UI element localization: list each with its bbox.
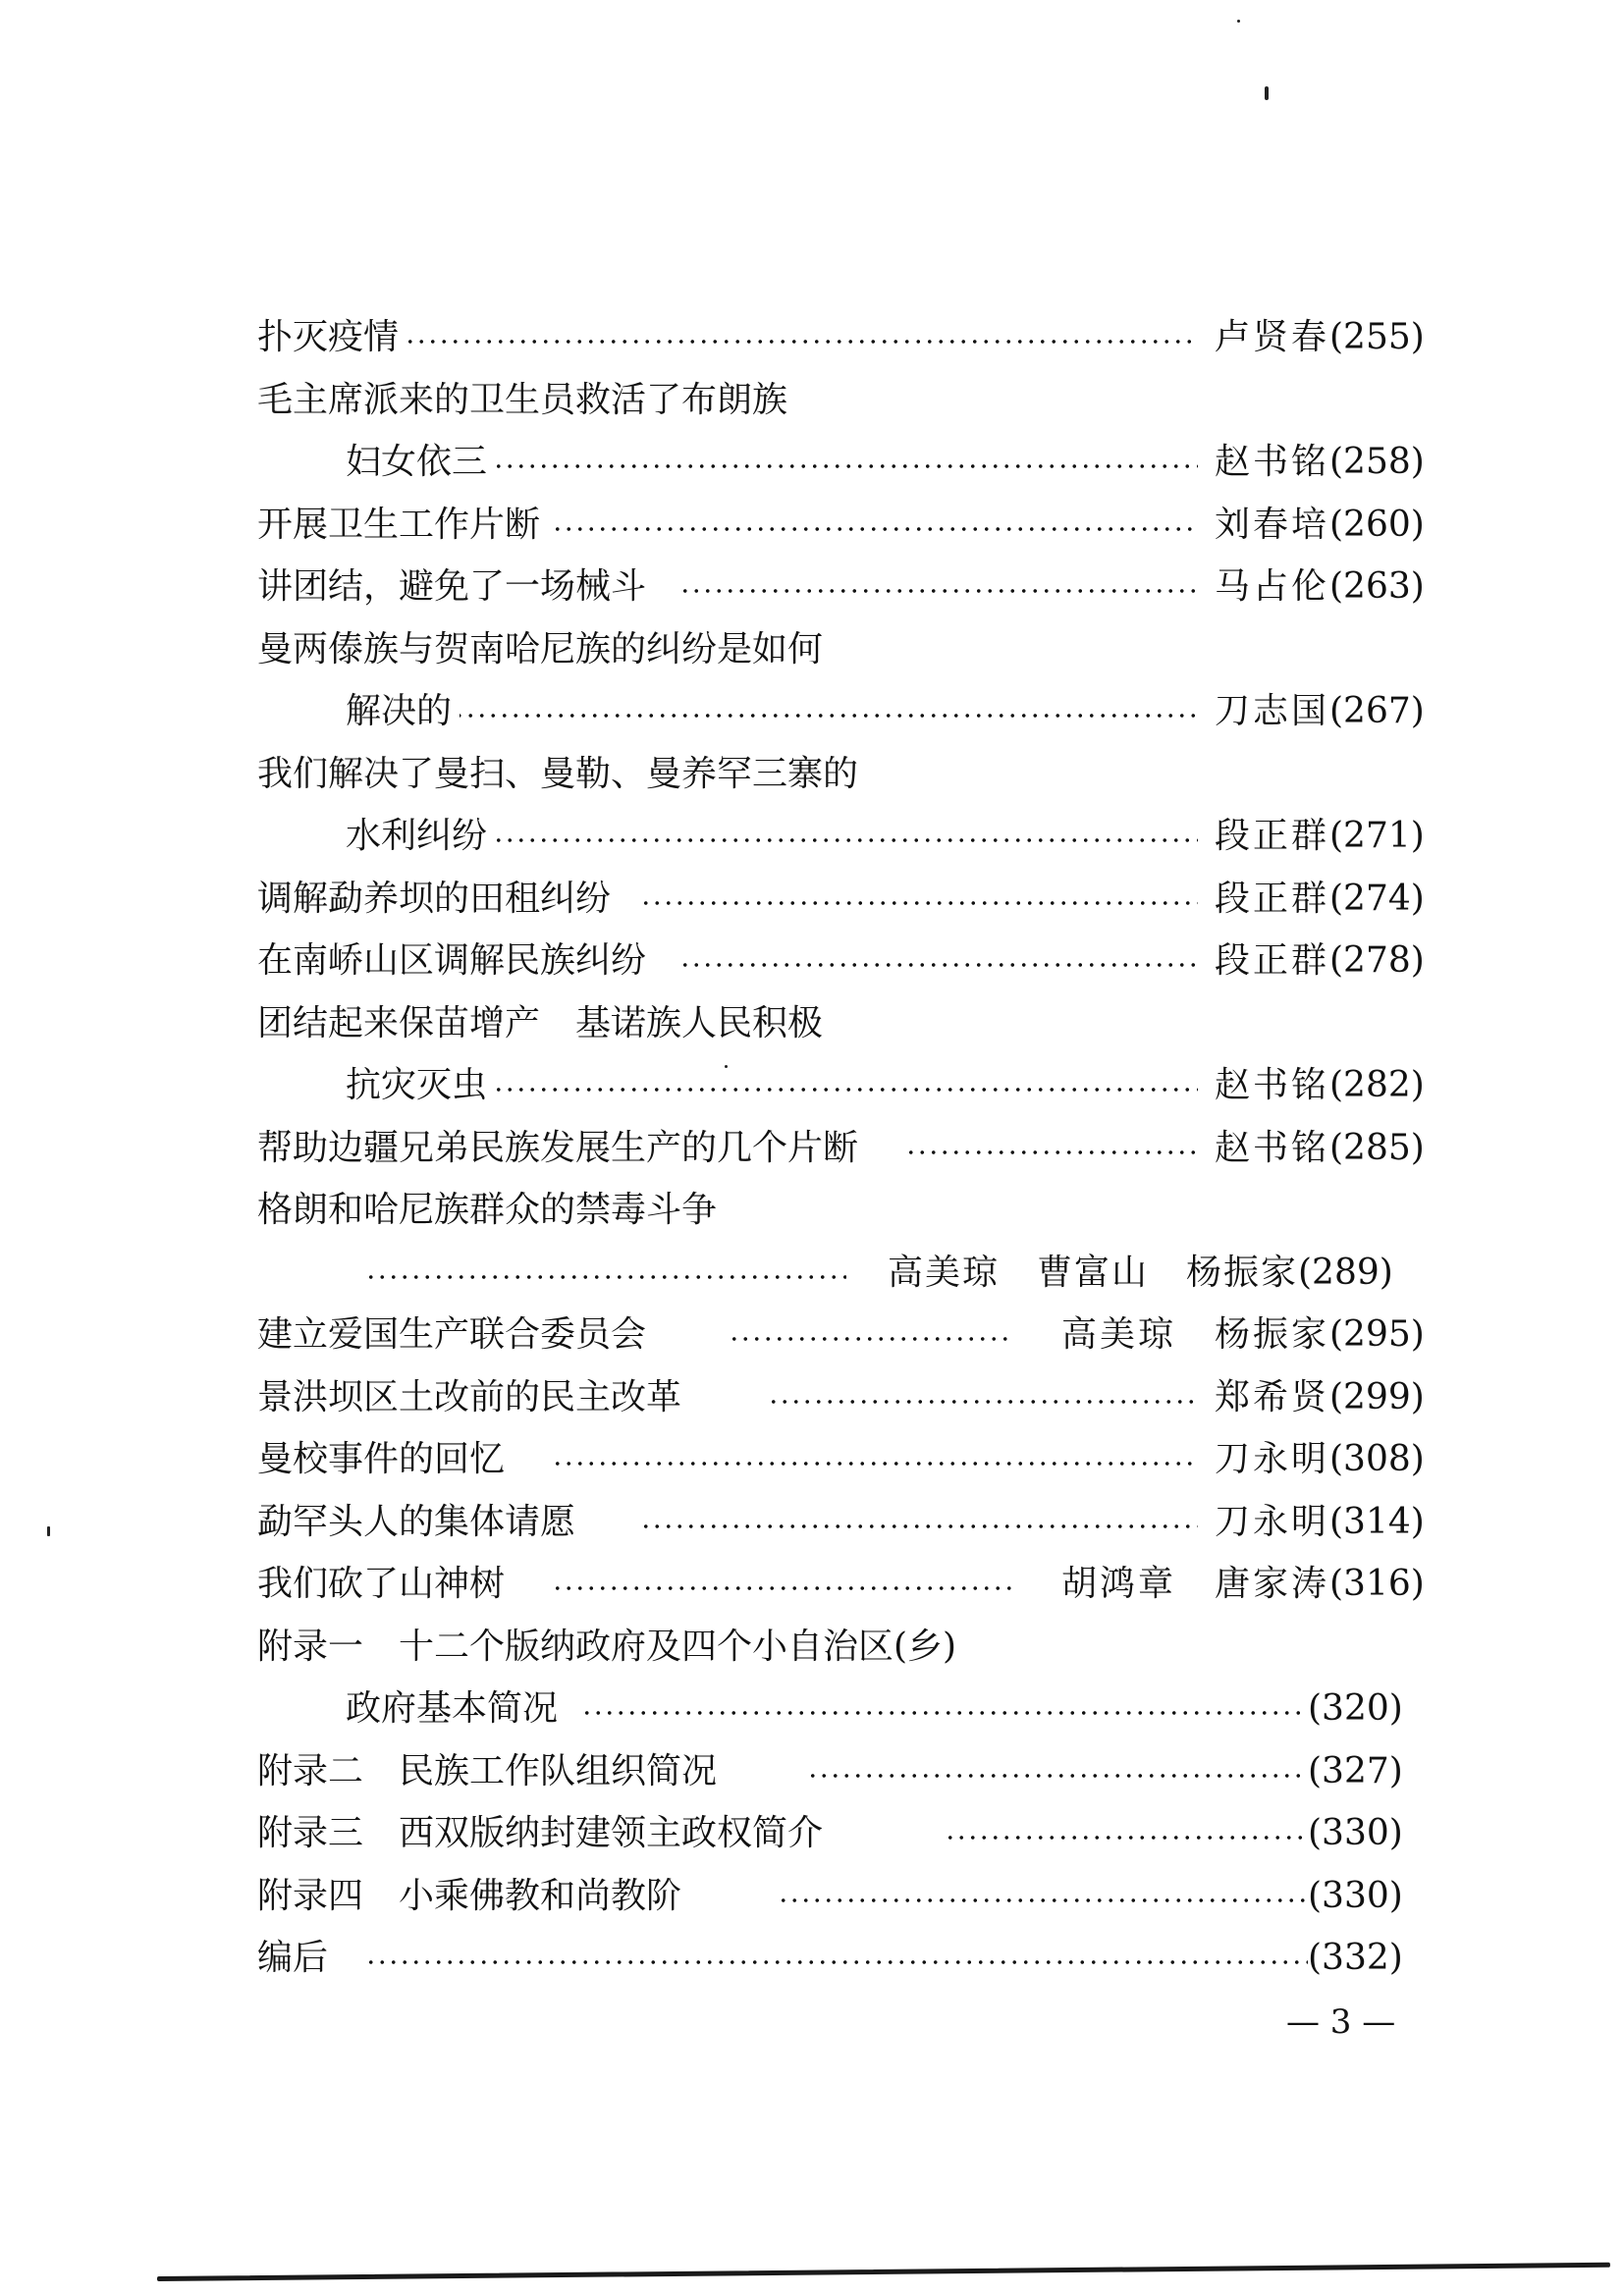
scan-speck [1265, 86, 1269, 100]
dot-leader [493, 1087, 1198, 1093]
entry-page: (255) [1329, 317, 1425, 357]
entry-title: 曼校事件的回忆 [257, 1428, 513, 1491]
entry-page: (295) [1329, 1314, 1425, 1355]
entry-page: (327) [1308, 1750, 1403, 1791]
toc-entry[interactable] [257, 1117, 1445, 1180]
entry-page: (278) [1329, 940, 1425, 981]
entry-author: 刀志国 [1207, 680, 1329, 743]
entry-page: (314) [1329, 1501, 1425, 1542]
entry-page: (282) [1329, 1065, 1425, 1105]
entry-title: 政府基本简况 [346, 1678, 566, 1740]
dot-leader [552, 1585, 1013, 1591]
toc-entry[interactable] [257, 1491, 1445, 1554]
toc-entry[interactable] [257, 868, 1445, 931]
scan-speck [1237, 20, 1240, 23]
entry-title: 编后 [257, 1927, 336, 1990]
toc-entry[interactable] [257, 1678, 1445, 1740]
dot-leader [405, 339, 1198, 345]
dot-leader [729, 1336, 1013, 1342]
toc-entry[interactable] [257, 618, 1445, 681]
entry-title: 附录一 十二个版纳政府及四个小自治区(乡) [257, 1616, 964, 1679]
entry-title: 格朗和哈尼族群众的禁毒斗争 [257, 1179, 725, 1242]
entry-title: 毛主席派来的卫生员救活了布朗族 [257, 369, 795, 432]
dot-leader [807, 1773, 1308, 1779]
dot-leader [640, 1523, 1198, 1529]
entry-title: 附录四 小乘佛教和尚教阶 [257, 1865, 689, 1928]
toc-entry[interactable] [257, 1179, 1445, 1242]
entry-author: 赵书铭 [1207, 1117, 1329, 1180]
dot-leader [679, 962, 1198, 968]
entry-title: 水利纠纷 [346, 805, 495, 868]
entry-page: (308) [1329, 1439, 1425, 1479]
toc-entry[interactable] [257, 805, 1445, 868]
dot-leader [365, 1274, 846, 1280]
toc-entry[interactable] [257, 306, 1445, 369]
entry-title: 附录三 西双版纳封建领主政权简介 [257, 1802, 831, 1865]
dot-leader [552, 526, 1198, 532]
entry-title: 妇女依三 [346, 431, 495, 494]
entry-page: (271) [1329, 816, 1425, 856]
page-bottom-rule [157, 2263, 1610, 2281]
table-of-contents [257, 306, 1445, 1990]
entry-title: 曼两傣族与贺南哈尼族的纠纷是如何 [257, 618, 831, 681]
entry-title: 扑灭疫情 [257, 306, 406, 369]
entry-page: (330) [1308, 1813, 1403, 1853]
dot-leader [945, 1835, 1308, 1841]
page-number: — 3 — [1286, 2002, 1396, 2042]
toc-entry[interactable] [257, 680, 1445, 743]
entry-author: 高美琼 曹富山 杨振家 [880, 1242, 1298, 1305]
dot-leader [493, 837, 1198, 843]
entry-author: 郑希贤 [1207, 1366, 1329, 1429]
toc-entry[interactable] [257, 1927, 1445, 1990]
entry-page: (285) [1329, 1127, 1425, 1168]
entry-page: (263) [1329, 566, 1425, 607]
entry-author: 刀永明 [1207, 1491, 1329, 1554]
toc-entry[interactable] [257, 1865, 1445, 1928]
entry-title: 附录二 民族工作队组织简况 [257, 1740, 725, 1803]
dot-leader [552, 1461, 1198, 1467]
dot-leader [768, 1399, 1198, 1405]
toc-entry[interactable] [257, 1304, 1445, 1366]
dot-leader [905, 1149, 1198, 1155]
toc-entry[interactable] [257, 1802, 1445, 1865]
entry-title: 解决的 [346, 680, 460, 743]
entry-title: 帮助边疆兄弟民族发展生产的几个片断 [257, 1117, 866, 1180]
entry-author: 胡鸿章 唐家涛 [1054, 1553, 1329, 1616]
entry-title: 我们砍了山神树 [257, 1553, 513, 1616]
entry-page: (332) [1308, 1938, 1403, 1978]
entry-author: 赵书铭 [1207, 431, 1329, 494]
entry-title: 建立爱国生产联合委员会 [257, 1304, 654, 1366]
toc-entry[interactable] [257, 1366, 1445, 1429]
dot-leader [640, 900, 1198, 906]
entry-author: 马占伦 [1207, 556, 1329, 618]
toc-entry[interactable] [257, 369, 1445, 432]
toc-entry[interactable] [257, 494, 1445, 557]
toc-entry[interactable] [257, 743, 1445, 806]
toc-entry[interactable] [257, 992, 1445, 1055]
entry-title: 调解勐养坝的田租纠纷 [257, 868, 619, 931]
toc-entry[interactable] [257, 1054, 1445, 1117]
entry-author: 段正群 [1207, 868, 1329, 931]
entry-page: (274) [1329, 878, 1425, 919]
entry-author: 赵书铭 [1207, 1054, 1329, 1117]
entry-page: (267) [1329, 691, 1425, 731]
entry-page: (316) [1329, 1564, 1425, 1604]
dot-leader [365, 1959, 1308, 1965]
entry-author: 刘春培 [1207, 494, 1329, 557]
toc-entry[interactable] [257, 431, 1445, 494]
entry-author: 段正群 [1207, 930, 1329, 992]
entry-title: 我们解决了曼扫、曼勒、曼养罕三寨的 [257, 743, 866, 806]
entry-page: (258) [1329, 442, 1425, 482]
dot-leader [679, 588, 1198, 594]
entry-page: (260) [1329, 504, 1425, 545]
entry-author: 段正群 [1207, 805, 1329, 868]
entry-title: 讲团结，避免了一场械斗 [257, 556, 654, 618]
entry-page: (299) [1329, 1376, 1425, 1417]
entry-author: 刀永明 [1207, 1428, 1329, 1491]
entry-page: (330) [1308, 1875, 1403, 1916]
dot-leader [493, 463, 1198, 469]
entry-title: 在南峤山区调解民族纠纷 [257, 930, 654, 992]
toc-entry[interactable] [257, 1740, 1445, 1803]
toc-entry[interactable] [257, 930, 1445, 992]
toc-entry[interactable] [257, 1428, 1445, 1491]
entry-title: 团结起来保苗增产 基诺族人民积极 [257, 992, 831, 1055]
dot-leader [778, 1897, 1308, 1903]
entry-page: (289) [1298, 1252, 1393, 1293]
entry-title: 勐罕头人的集体请愿 [257, 1491, 583, 1554]
toc-entry[interactable] [257, 1242, 1445, 1305]
entry-page: (320) [1308, 1688, 1403, 1729]
toc-entry[interactable] [257, 1553, 1445, 1616]
toc-entry[interactable] [257, 556, 1445, 618]
scan-speck [47, 1526, 50, 1536]
dot-leader [454, 713, 1198, 719]
entry-title: 开展卫生工作片断 [257, 494, 548, 557]
dot-leader [581, 1710, 1308, 1716]
entry-title: 景洪坝区土改前的民主改革 [257, 1366, 689, 1429]
entry-author: 高美琼 杨振家 [1054, 1304, 1329, 1366]
entry-author: 卢贤春 [1207, 306, 1329, 369]
entry-title: 抗灾灭虫 [346, 1054, 495, 1117]
toc-entry[interactable] [257, 1616, 1445, 1679]
